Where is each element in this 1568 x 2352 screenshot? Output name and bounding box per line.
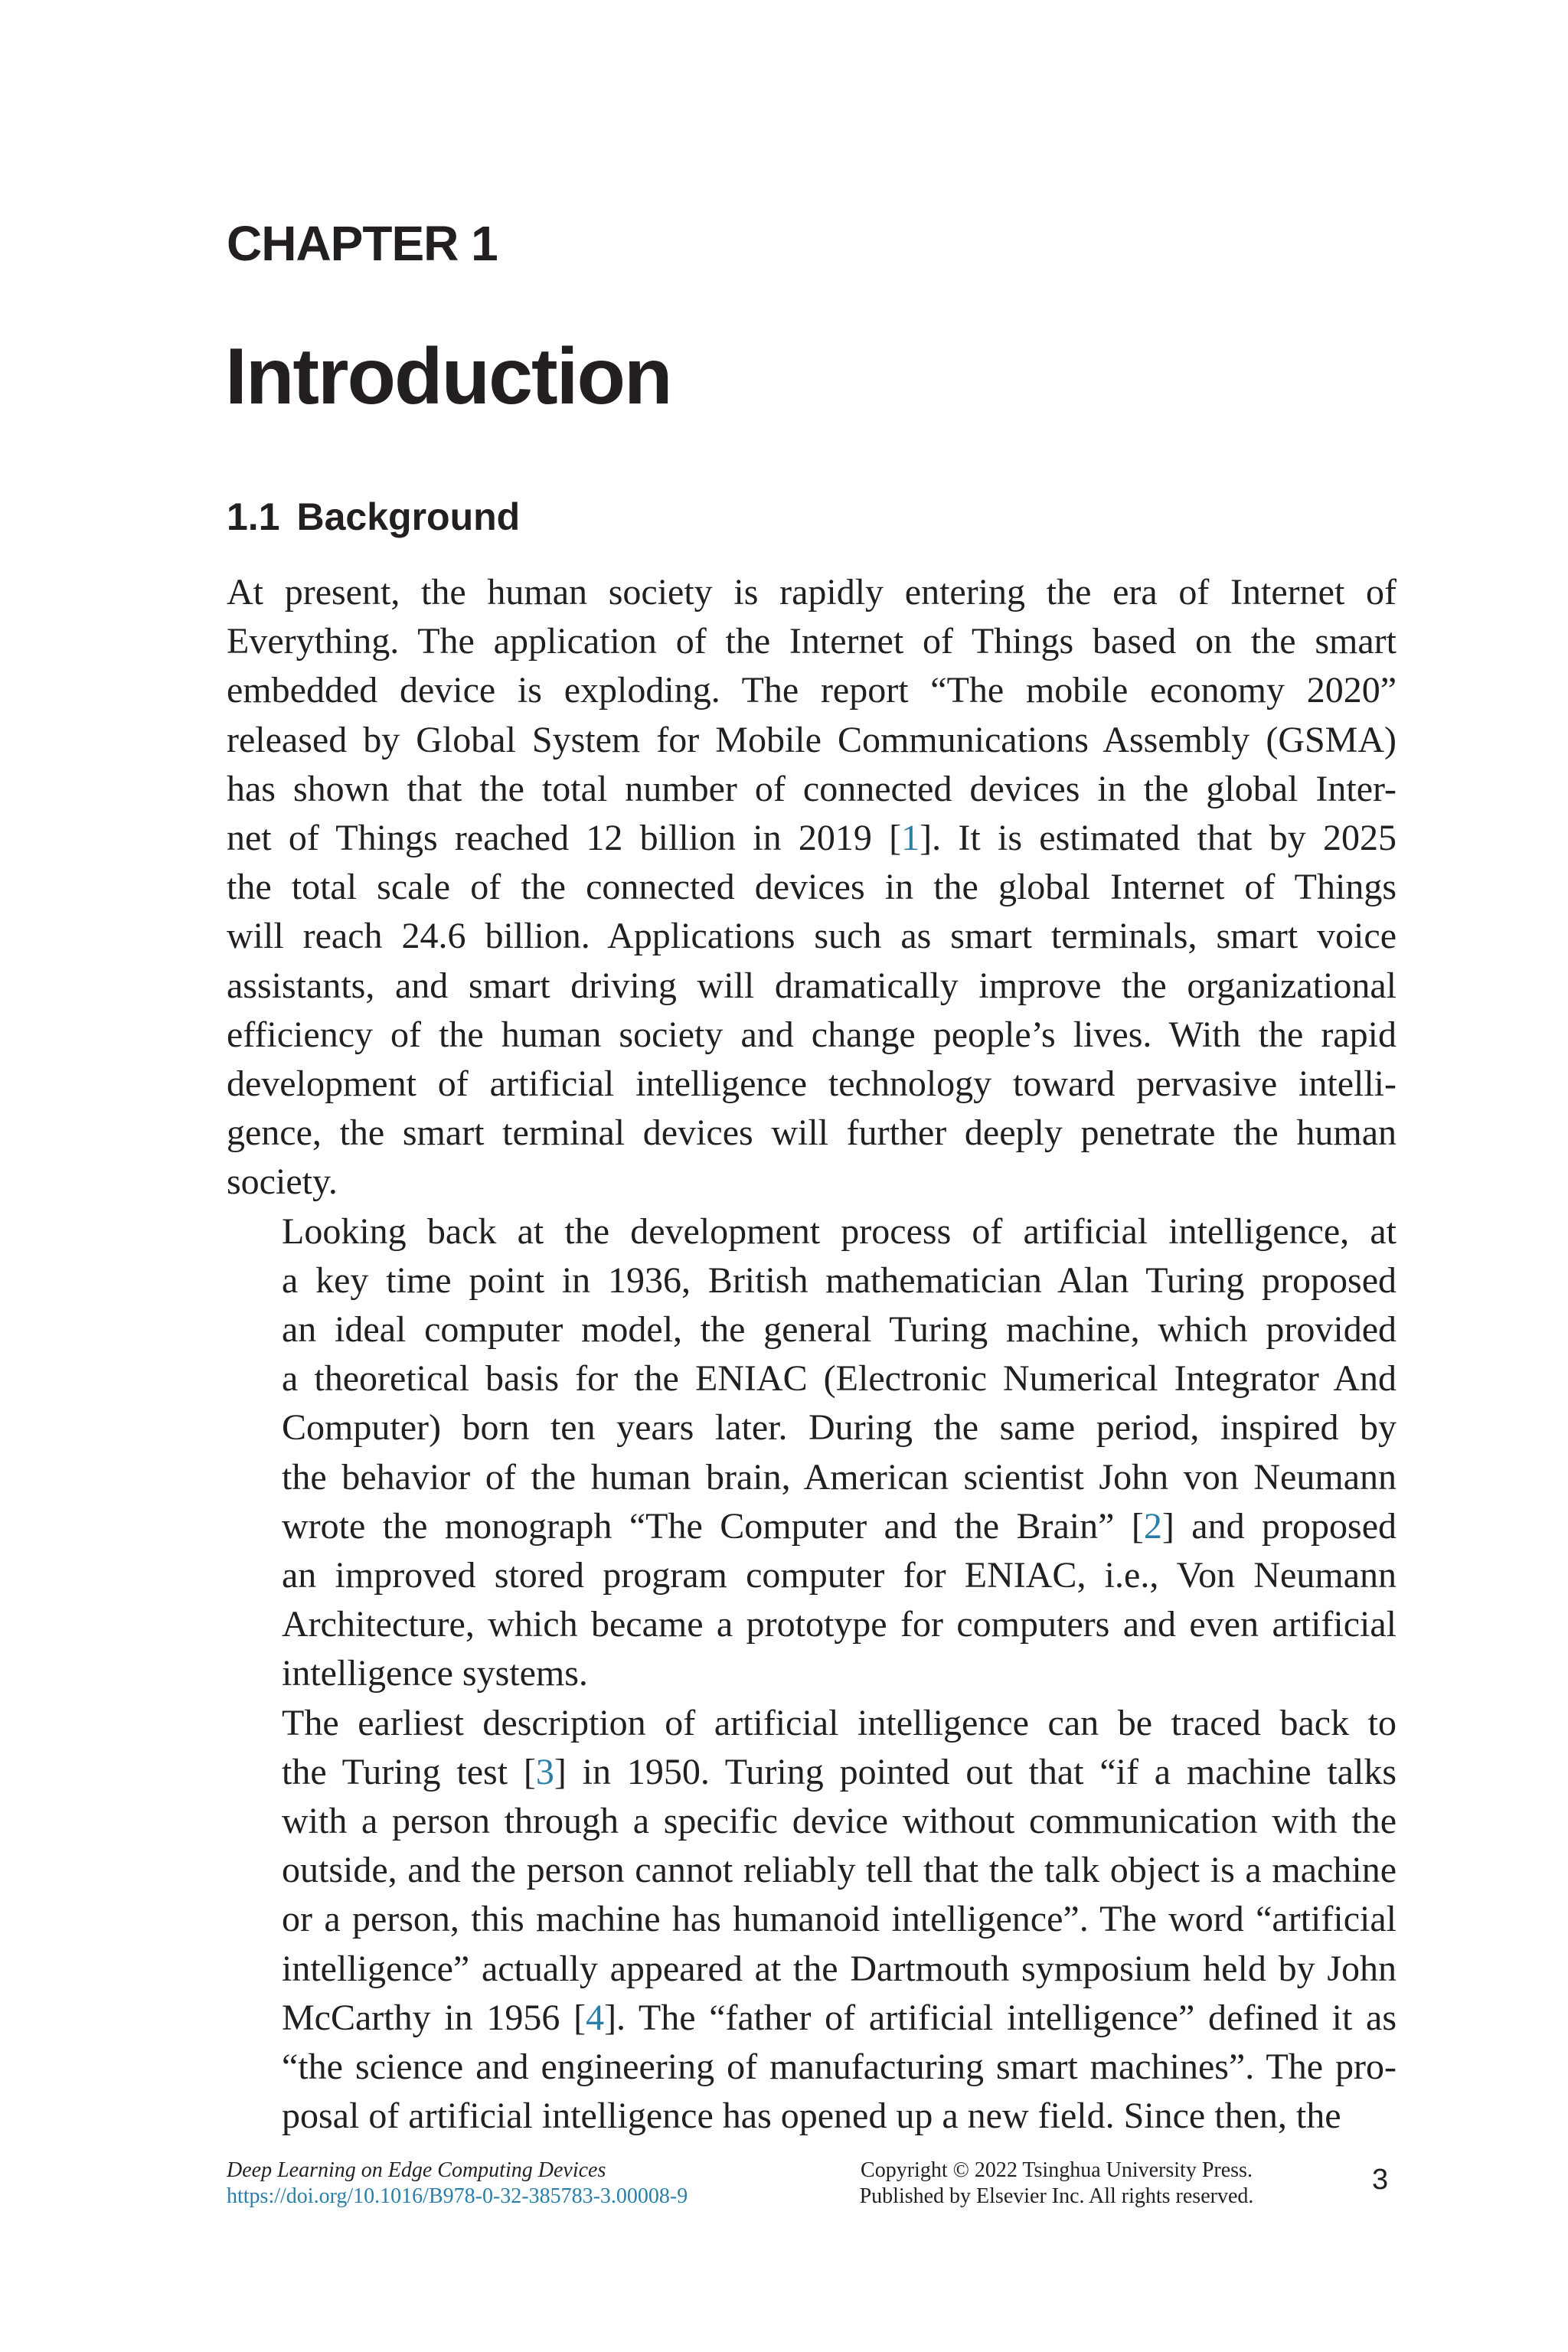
footer-copyright	[796, 2158, 1317, 2210]
section-number: 1.1	[227, 495, 280, 538]
text-line: Architecture, which became a prototype for computers and even artificial	[282, 1604, 1396, 1645]
section-title: Background	[296, 495, 521, 538]
text-line: or a person, this machine has humanoid intelligence”. The word “artificial	[282, 1899, 1396, 1940]
text-line: with a person through a specific device without communication with the	[282, 1801, 1396, 1842]
chapter-label: CHAPTER 1	[227, 216, 498, 271]
text-line: wrote the monograph “The Computer and the Brain” [2] and proposed	[282, 1505, 1396, 1547]
citation-link[interactable]: 2	[1143, 1505, 1162, 1547]
text-line: a theoretical basis for the ENIAC (Electronic Numerical Integrator And	[282, 1358, 1396, 1400]
text-line: the total scale of the connected devices in the global Internet of Things	[227, 867, 1396, 908]
text-line: a key time point in 1936, British mathematician Alan Turing proposed	[282, 1259, 1396, 1301]
text-line: society.	[227, 1161, 338, 1203]
text-line: intelligence” actually appeared at the Dartmouth symposium held by John	[282, 1948, 1396, 1989]
text-line: outside, and the person cannot reliably tell that the talk object is a machine	[282, 1850, 1396, 1891]
text-line: McCarthy in 1956 [4]. The “father of artificial intelligence” defined it as	[282, 1997, 1396, 2038]
footer-citation	[227, 2158, 688, 2210]
text-line: posal of artificial intelligence has opened up a new field. Since then, the	[282, 2096, 1341, 2137]
text-line: The earliest description of artificial intelligence can be traced back to	[282, 1702, 1396, 1743]
text-line: the Turing test [3] in 1950. Turing pointed out that “if a machine talks	[282, 1751, 1396, 1792]
text-line: intelligence systems.	[282, 1653, 588, 1694]
book-title: Deep Learning on Edge Computing Devices	[227, 2158, 606, 2182]
text-line: embedded device is exploding. The report “The mobile economy 2020”	[227, 670, 1396, 711]
text-line: has shown that the total number of connected devices in the global Inter-	[227, 768, 1396, 809]
citation-link[interactable]: 4	[586, 1997, 605, 2038]
text-line: will reach 24.6 billion. Applications such as smart terminals, smart voice	[227, 916, 1396, 957]
paragraph	[227, 1207, 1396, 1699]
citation-link[interactable]: 3	[535, 1751, 554, 1792]
text-line: gence, the smart terminal devices will further deeply penetrate the human	[227, 1112, 1396, 1154]
text-line: an improved stored program computer for ENIAC, i.e., Von Neumann	[282, 1555, 1396, 1596]
section-heading	[227, 495, 521, 538]
text-line: At present, the human society is rapidly entering the era of Internet of	[227, 572, 1396, 612]
text-line: Looking back at the development process of artificial intelligence, at	[282, 1210, 1396, 1252]
text-line: Everything. The application of the Internet of Things based on the smart	[227, 621, 1396, 662]
paragraph	[227, 1699, 1396, 2141]
text-line: the behavior of the human brain, American scientist John von Neumann	[282, 1456, 1396, 1498]
text-line: efficiency of the human society and change people’s lives. With the rapid	[227, 1014, 1396, 1055]
text-line: net of Things reached 12 billion in 2019 [1]. It is estimated that by 2025	[227, 818, 1397, 859]
rights-line: Published by Elsevier Inc. All rights reserved.	[859, 2184, 1254, 2208]
paragraph	[227, 568, 1396, 1207]
body-text	[227, 568, 1396, 2141]
text-line: an ideal computer model, the general Turing machine, which provided	[282, 1309, 1396, 1351]
page-number: 3	[1372, 2164, 1389, 2196]
text-line: released by Global System for Mobile Communications Assembly (GSMA)	[227, 719, 1396, 760]
text-line: “the science and engineering of manufacturing smart machines”. The pro-	[282, 2047, 1396, 2088]
chapter-title: Introduction	[225, 332, 671, 421]
doi-link[interactable]: https://doi.org/10.1016/B978-0-32-385783-3.00008-9	[227, 2184, 688, 2208]
text-line: Computer) born ten years later. During the same period, inspired by	[282, 1407, 1396, 1449]
citation-link[interactable]: 1	[901, 818, 920, 859]
copyright-line: Copyright © 2022 Tsinghua University Press.	[861, 2158, 1253, 2182]
text-line: assistants, and smart driving will dramatically improve the organizational	[227, 965, 1396, 1006]
text-line: development of artificial intelligence technology toward pervasive intelli-	[227, 1063, 1396, 1105]
